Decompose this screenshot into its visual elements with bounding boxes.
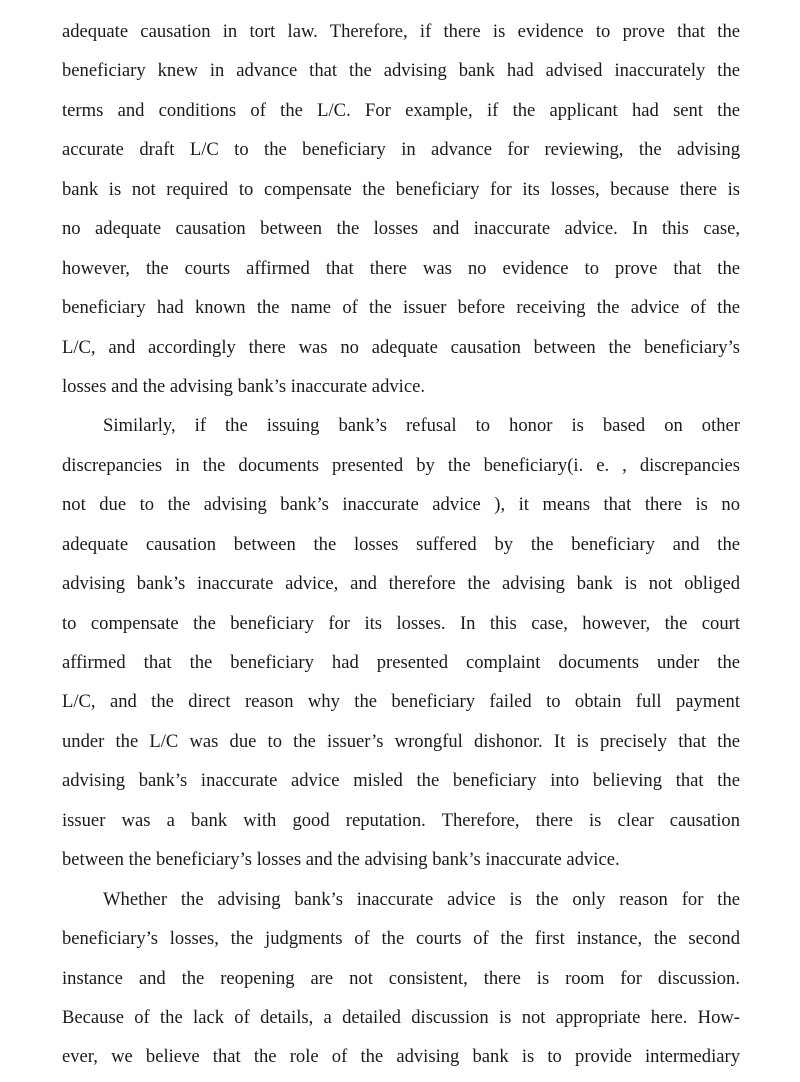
paragraph-other-discrepancies bbox=[62, 406, 740, 879]
text-line: L/C, and the direct reason why the beneficiary failed to obtain full payment bbox=[62, 691, 740, 713]
text-line: affirmed that the beneficiary had presented complaint documents under the bbox=[62, 652, 740, 673]
text-line: discrepancies in the documents presented by the beneficiary(i. e. , discrepancies bbox=[62, 454, 740, 476]
text-line: adequate causation between the losses suffered by the beneficiary and the bbox=[62, 533, 740, 555]
text-line: no adequate causation between the losses and inaccurate advice. In this case, bbox=[62, 218, 740, 240]
paragraph-sole-reason bbox=[62, 880, 740, 1077]
text-line: advising bank’s inaccurate advice, and therefore the advising bank is not obliged bbox=[62, 573, 740, 595]
text-line: between the beneficiary’s losses and the advising bank’s inaccurate advice. bbox=[62, 849, 620, 871]
paragraph-adequate-causation bbox=[62, 12, 740, 406]
text-line: bank is not required to compensate the beneficiary for its losses, because there is bbox=[62, 178, 740, 200]
text-line: losses and the advising bank’s inaccurate advice. bbox=[62, 375, 425, 397]
text-line: terms and conditions of the L/C. For example, if the applicant had sent the bbox=[62, 99, 740, 121]
text-line: advising bank’s inaccurate advice misled the beneficiary into believing that the bbox=[62, 770, 740, 792]
text-line: to compensate the beneficiary for its losses. In this case, however, the court bbox=[62, 612, 740, 634]
text-line: beneficiary’s losses, the judgments of the courts of the first instance, the second bbox=[62, 928, 740, 950]
text-line: issuer was a bank with good reputation. Therefore, there is clear causation bbox=[62, 809, 740, 831]
text-line: instance and the reopening are not consistent, there is room for discussion. bbox=[62, 967, 740, 989]
text-line: under the L/C was due to the issuer’s wrongful dishonor. It is precisely that the bbox=[62, 730, 740, 752]
text-line: Whether the advising bank’s inaccurate advice is the only reason for the bbox=[103, 888, 740, 910]
text-line: L/C, and accordingly there was no adequate causation between the beneficiary’s bbox=[62, 336, 740, 358]
text-line: ever, we believe that the role of the advising bank is to provide intermediary bbox=[62, 1046, 740, 1068]
text-line: Because of the lack of details, a detailed discussion is not appropriate here. How- bbox=[62, 1006, 740, 1028]
text-line: not due to the advising bank’s inaccurate advice ), it means that there is no bbox=[62, 494, 740, 516]
text-line: however, the courts affirmed that there was no evidence to prove that the bbox=[62, 257, 740, 279]
text-line: Similarly, if the issuing bank’s refusal to honor is based on other bbox=[103, 415, 740, 437]
text-line: accurate draft L/C to the beneficiary in advance for reviewing, the advising bbox=[62, 139, 740, 161]
document-page bbox=[62, 12, 740, 1077]
text-line: beneficiary had known the name of the issuer before receiving the advice of the bbox=[62, 297, 740, 319]
text-line: beneficiary knew in advance that the advising bank had advised inaccurately the bbox=[62, 60, 740, 82]
text-line: adequate causation in tort law. Therefore, if there is evidence to prove that the bbox=[62, 21, 740, 42]
